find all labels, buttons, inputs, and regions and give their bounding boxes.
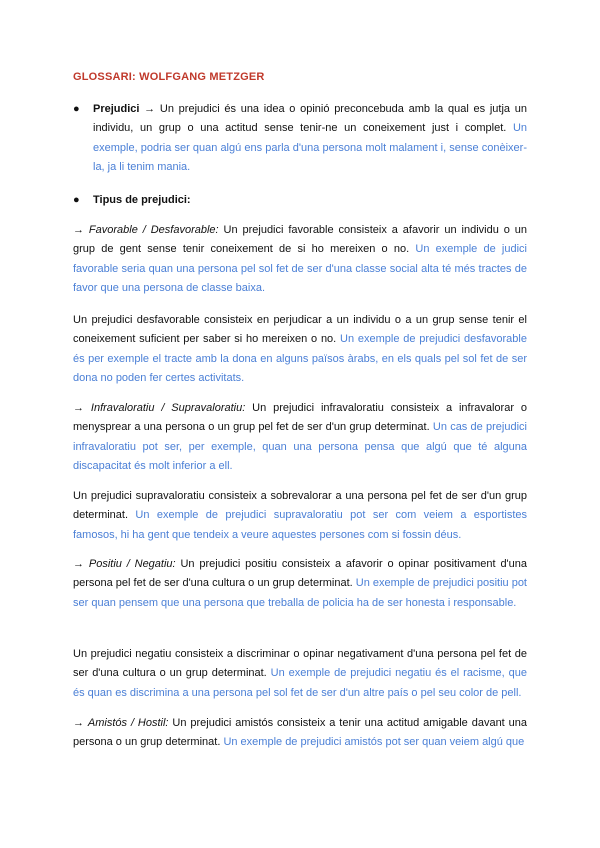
arrow-icon: → — [73, 558, 84, 570]
paragraph-amistos — [73, 714, 527, 753]
section-heading: Tipus de prejudici: — [93, 194, 191, 206]
definition-text: Un prejudici favorable consisteix a afavorir un individu o un grup de gent sense tenir coneixement de si ho mereixen o no. — [73, 224, 527, 256]
heading-tipus — [93, 191, 527, 210]
bullet-icon: ● — [73, 103, 80, 115]
paragraph-infravaloratiu — [73, 399, 527, 477]
definition-text: Un prejudici supravaloratiu consisteix a sobrevalorar a una persona pel fet de ser d'un grup determinat. — [73, 490, 527, 522]
definition-text: Un prejudici amistós consisteix a tenir una actitud amigable davant una persona o un grup determinat. — [73, 717, 528, 749]
type-label: Amistós / Hostil: — [87, 717, 169, 729]
paragraph-favorable — [73, 221, 527, 299]
definition-text: Un prejudici desfavorable consisteix en perjudicar a un individu o a un grup sense tenir el coneixement suficient per saber si ho mereixen o no. — [73, 314, 527, 346]
example-text: Un exemple de prejudici positiu pot ser quan pensem que una persona que treballa de policia ha de ser honesta i responsable. — [73, 577, 527, 609]
definition-text: → Un prejudici és una idea o opinió preconcebuda amb la qual es jutja un individu, un grup o una actitud sense tenir-ne un coneixement just i complet. — [93, 103, 527, 135]
paragraph-supravaloratiu — [73, 487, 527, 545]
arrow-icon: → — [73, 224, 84, 236]
paragraph-negatiu — [73, 645, 527, 703]
definition-text: Un prejudici negatiu consisteix a discriminar o opinar negativament d'una persona pel fet de ser d'una cultura o un grup determinat. — [73, 648, 527, 680]
example-text: Un exemple de prejudici supravaloratiu pot ser com veiem a esportistes famosos, hi ha gent que tendeix a veure aquestes persones com si fossin déus. — [73, 509, 528, 541]
example-text: Un exemple de prejudici amistós pot ser quan veiem algú que — [223, 736, 525, 749]
example-text: Un cas de prejudici infravaloratiu pot ser, per exemple, quan una persona pensa que algú que té alguna discapacitat és molt inferior a ell. — [73, 421, 527, 473]
term-prejudici: Prejudici — [93, 103, 140, 115]
type-label: Favorable / Desfavorable: — [88, 224, 219, 236]
paragraph-prejudici — [93, 100, 527, 178]
bullet-icon: ● — [73, 194, 80, 206]
example-text: Un exemple, podria ser quan algú ens parla d'una persona molt malament i, sense conèixer-la, ja li tenim mania. — [93, 122, 527, 174]
example-text: Un exemple de judici favorable seria quan una persona pel sol fet de ser d'una classe social alta té més tractes de favor que una persona de classe baixa. — [73, 243, 527, 295]
paragraph-positiu — [73, 555, 527, 613]
example-text: Un exemple de prejudici desfavorable és per exemple el tracte amb la dona en alguns països àrabs, en els quals pel sol fet de ser dona no poden fer certes activitats. — [73, 333, 527, 385]
page-title: GLOSSARI: WOLFGANG METZGER — [73, 71, 265, 83]
definition-text: Un prejudici infravaloratiu consisteix a infravalorar o menysprear a una persona o un grup pel fet de ser d'un grup determinat. — [73, 402, 527, 434]
example-text: Un exemple de prejudici negatiu és el racisme, que és quan es discrimina a una persona pel sol fet de ser d'un altre país o pel seu color de pell. — [73, 667, 527, 699]
arrow-icon: → — [73, 717, 84, 729]
paragraph-desfavorable — [73, 311, 527, 389]
type-label: Infravaloratiu / Supravaloratiu: — [90, 402, 246, 414]
type-label: Positiu / Negatiu: — [88, 558, 176, 570]
arrow-icon: → — [73, 402, 84, 414]
definition-text: Un prejudici positiu consisteix a afavorir o opinar positivament d'una persona pel fet de ser d'una cultura o un grup determinat. — [73, 558, 528, 590]
